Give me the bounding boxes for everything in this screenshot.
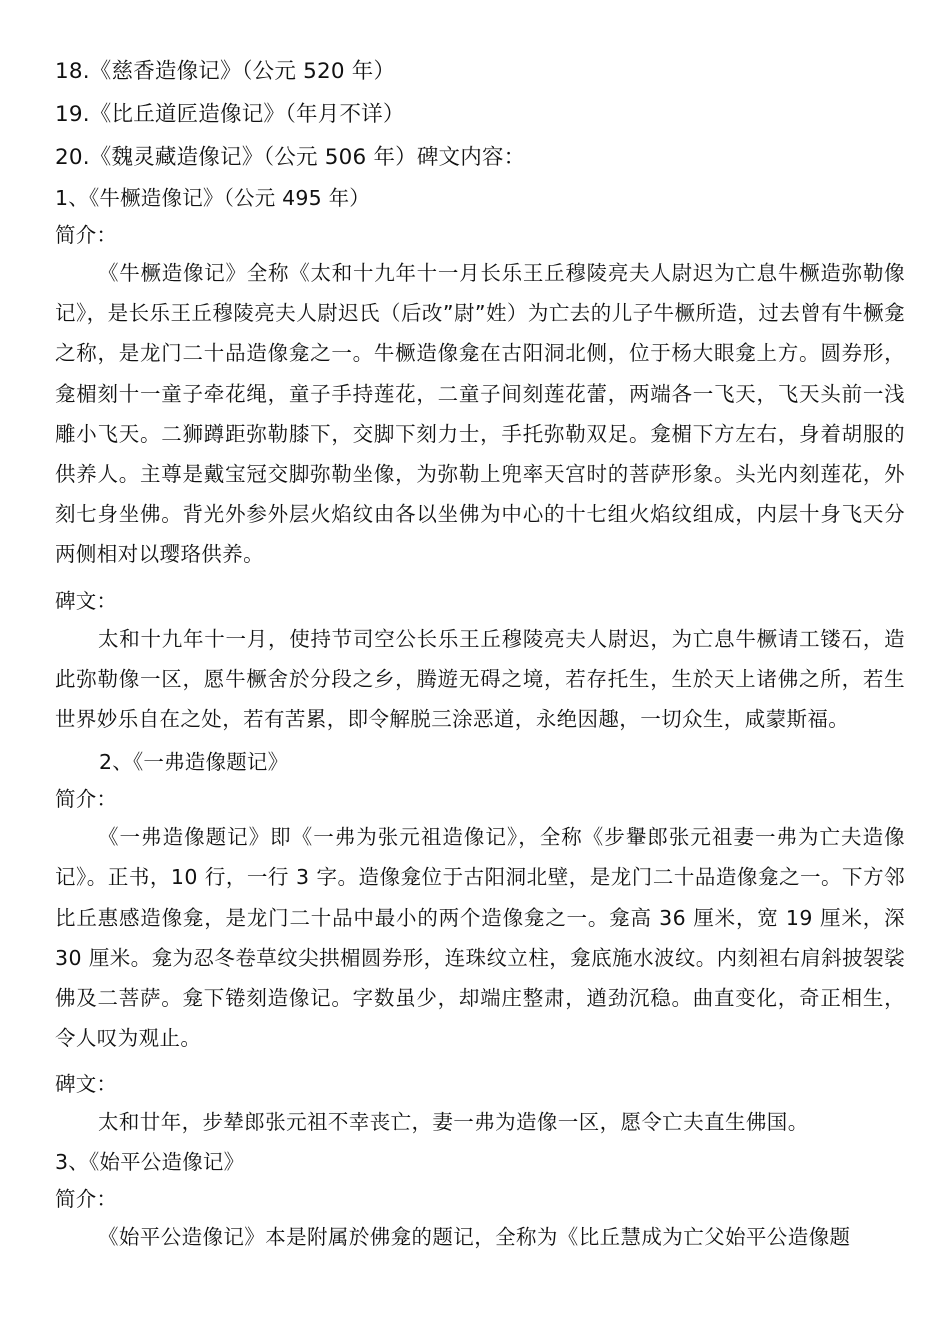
- section-2-intro-text: 《一弗造像题记》即《一弗为张元祖造像记》，全称《步轝郎张元祖妻一弗为亡夫造像记》。正书，10 行，一行 3 字。造像龛位于古阳洞北壁，是龙门二十品造像龛之一。下方邻比丘惠感造像龛，是龙门二十品中最小的两个造像龛之一。龛高 36 厘米，宽 19 厘米，深 30 厘米。龛为忍冬卷草纹尖拱楣圆券形，连珠纹立柱，龛底施水波纹。内刻袒右肩斜披袈裟佛及二菩萨。龛下锩刻造像记。字数虽少，却端庄整肃，遒劲沉稳。曲直变化，奇正相生，令人叹为观止。: [55, 825, 905, 1051]
- section-3-heading: 3、《始平公造像记》: [55, 1149, 245, 1174]
- section-1-heading: 1、《牛橛造像记》（公元 495 年）: [55, 186, 371, 210]
- section-3-intro-text: 《始平公造像记》本是附属於佛龛的题记，全称为《比丘慧成为亡父始平公造像题: [98, 1224, 851, 1249]
- section-2-intro-label: 简介：: [55, 787, 118, 812]
- section-1-stele-label: 碑文：: [55, 588, 118, 613]
- section-1-intro-label: 简介：: [55, 223, 118, 247]
- section-3-intro-label: 简介：: [55, 1186, 118, 1211]
- list-item-20: 20.《魏灵藏造像记》（公元 506 年）碑文内容：: [55, 145, 526, 170]
- section-2-stele-label: 碑文：: [55, 1072, 118, 1097]
- section-2-stele-text: 太和廿年，步辇郎张元祖不幸丧亡，妻一弗为造像一区，愿令亡夫直生佛国。: [98, 1110, 809, 1135]
- document-page: [55, 50, 905, 1257]
- list-item-18: 18.《慈香造像记》（公元 520 年）: [55, 59, 396, 84]
- list-item-19: 19.《比丘道匠造像记》（年月不详）: [55, 102, 405, 127]
- section-1-intro-text: 《牛橛造像记》全称《太和十九年十一月长乐王丘穆陵亮夫人尉迟为亡息牛橛造弥勒像记》，是长乐王丘穆陵亮夫人尉迟氏（后改”尉”姓）为亡去的儿子牛橛所造，过去曾有牛橛龛之称，是龙门二十品造像龛之一。牛橛造像龛在古阳洞北侧，位于杨大眼龛上方。圆券形，龛楣刻十一童子牵花绳，童子手持莲花，二童子间刻莲花蕾，两端各一飞天，飞天头前一浅雕小飞天。二狮蹲距弥勒膝下，交脚下刻力士，手托弥勒双足。龛楣下方左右，身着胡服的供养人。主尊是戴宝冠交脚弥勒坐像，为弥勒上兜率天宫时的菩萨形象。头光内刻莲花，外刻七身坐佛。背光外参外层火焰纹由各以坐佛为中心的十七组火焰纹组成，内层十身飞天分两侧相对以璎珞供养。: [55, 261, 905, 567]
- section-1-stele-text: 太和十九年十一月，使持节司空公长乐王丘穆陵亮夫人尉迟，为亡息牛橛请工镂石，造此弥勒像一区，愿牛橛舍於分段之乡，腾遊无碍之境，若存托生，生於天上诸佛之所，若生世界妙乐自在之处，若有苦累，即令解脱三涂恶道，永绝因趣，一切众生，咸蒙斯福。: [55, 626, 905, 732]
- section-2-heading: 2、《一弗造像题记》: [99, 750, 289, 775]
